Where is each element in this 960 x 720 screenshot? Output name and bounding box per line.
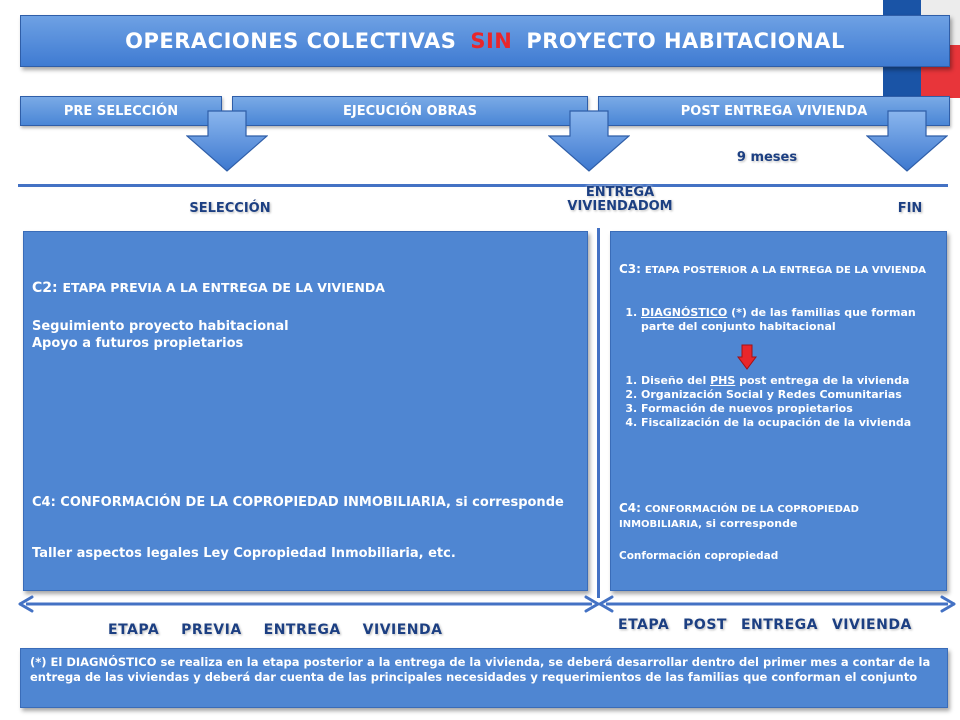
diagnostico-text: (*) de las familias que forman parte del conjunto habitacional (641, 306, 916, 333)
c3-title: ETAPA POSTERIOR A LA ENTREGA DE LA VIVIENDA (644, 265, 927, 276)
c4-post-title: CONFORMACIÓN DE LA COPROPIEDAD INMOBILIARIA, (619, 504, 859, 530)
c4-heading: C4: CONFORMACIÓN DE LA COPROPIEDAD INMOBILIARIA, si corresponde (32, 495, 564, 510)
c4-post-code: C4: (619, 501, 641, 515)
etapa-previa-word: VIVIENDA (362, 622, 443, 638)
title-part-1: OPERACIONES COLECTIVAS (125, 29, 457, 53)
c2-activity: Apoyo a futuros propietarios (32, 336, 244, 351)
c2-heading (32, 280, 385, 296)
c2-activity: Seguimiento proyecto habitacional (32, 319, 289, 334)
etapa-previa-span-arrow (18, 594, 600, 614)
footnote-box (20, 648, 948, 708)
action-text: post entrega de la vivienda (739, 374, 910, 387)
c4-post-heading (619, 501, 941, 532)
milestone-entrega-line1: ENTREGA (585, 185, 655, 200)
milestone-seleccion: SELECCIÓN (189, 201, 271, 216)
timeline-line (18, 184, 948, 187)
action-item (641, 374, 937, 388)
down-arrow-icon (866, 110, 948, 172)
milestone-entrega-line2: VIVIENDADOM (567, 199, 673, 214)
c2-activities (32, 318, 289, 352)
diagnostico-list (619, 306, 937, 334)
etapa-post-word: VIVIENDA (831, 617, 912, 633)
milestone-entrega (520, 186, 720, 214)
stage-previa-box (23, 231, 588, 591)
stage-label: POST ENTREGA VIVIENDA (680, 103, 868, 119)
etapa-previa-word: ENTREGA (263, 622, 341, 638)
footnote-body: se realiza en la etapa posterior a la entrega de la vivienda, se deberá desarrollar dentro del primer mes a contar de la entrega de las viviendas y deberá dar cuenta de las principales necesidades y requerimientos de las familias que conforman el conjunto (30, 655, 931, 684)
stage-ejecucion-obras (232, 96, 588, 126)
c2-code: C2: (32, 280, 58, 296)
down-arrow-icon (186, 110, 268, 172)
c4-detail: Taller aspectos legales Ley Copropiedad Inmobiliaria, etc. (32, 546, 456, 561)
c3-code: C3: (619, 262, 641, 276)
c3-heading (619, 262, 937, 278)
c4-post-detail: Conformación copropiedad (619, 550, 779, 562)
c4-post-tail: si corresponde (705, 517, 798, 530)
action-item: 4. Fiscalización de la ocupación de la vivienda (641, 416, 937, 430)
duration-label: 9 meses (736, 150, 798, 165)
action-item: 3. Formación de nuevos propietarios (641, 402, 937, 416)
actions-list (619, 374, 937, 430)
action-text: Diseño del (641, 374, 707, 387)
diagnostico-term: DIAGNÓSTICO (641, 306, 728, 319)
action-item: 2. Organización Social y Redes Comunitarias (641, 388, 937, 402)
etapa-post-word: POST (683, 617, 727, 633)
red-down-arrow-icon (737, 344, 757, 370)
stage-divider (597, 228, 600, 598)
stage-post-box (610, 231, 947, 591)
title-part-2: PROYECTO HABITACIONAL (526, 29, 845, 53)
down-arrow-icon (548, 110, 630, 172)
c2-title: ETAPA PREVIA A LA ENTREGA DE LA VIVIENDA (62, 280, 385, 295)
phs-term: PHS (710, 374, 736, 387)
footnote-prefix: (*) El DIAGNÓSTICO (30, 655, 157, 669)
stage-label: EJECUCIÓN OBRAS (343, 103, 477, 119)
etapa-post-word: ENTREGA (740, 617, 818, 633)
etapa-post-label (618, 617, 926, 633)
title-highlight: SIN (470, 29, 513, 53)
stage-label: PRE SELECCIÓN (63, 103, 179, 119)
page-title (20, 15, 950, 67)
etapa-post-word: ETAPA (618, 617, 670, 633)
etapa-previa-word: PREVIA (181, 622, 242, 638)
milestone-fin: FIN (897, 201, 923, 216)
etapa-post-span-arrow (598, 594, 958, 614)
footnote-text (30, 655, 935, 685)
etapa-previa-label (108, 622, 464, 638)
diagnostico-item (641, 306, 937, 334)
etapa-previa-word: ETAPA (108, 622, 160, 638)
